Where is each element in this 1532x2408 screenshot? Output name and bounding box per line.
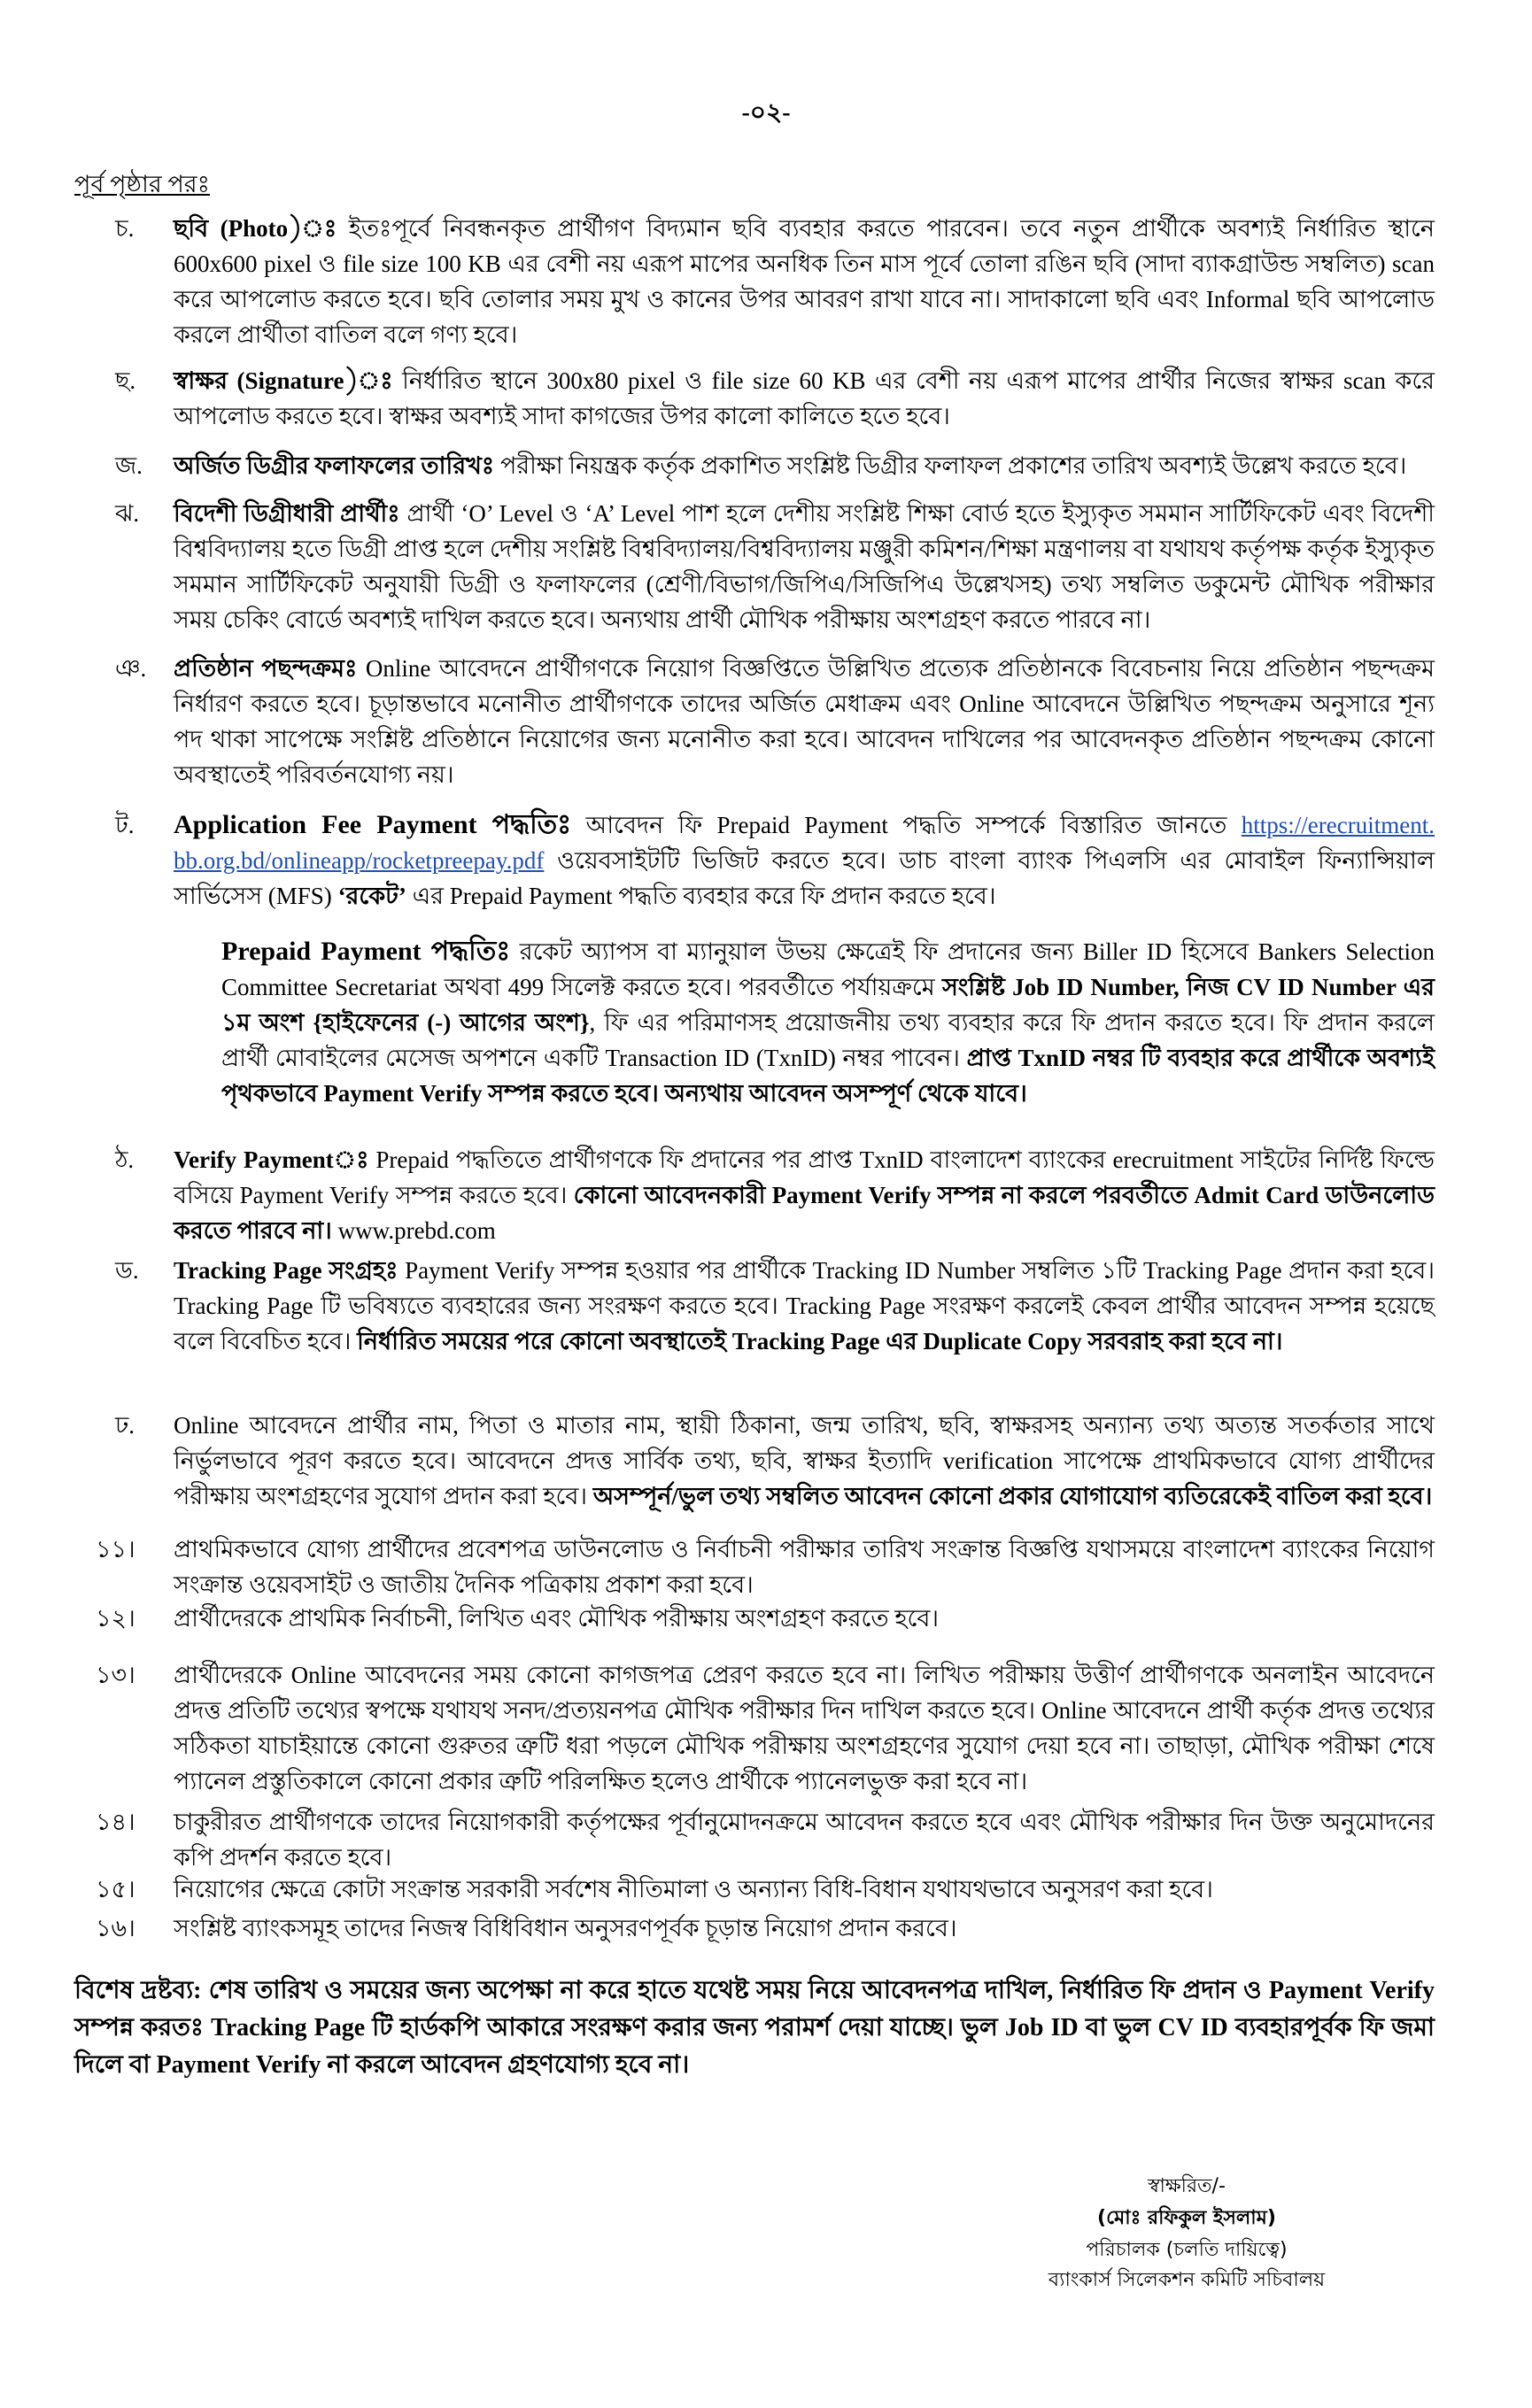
- numbered-item-13: [96, 1657, 1435, 1799]
- item-marker: ঢ.: [115, 1412, 135, 1439]
- prepaid-text: , ফি এর পরিমাণসহ প্রয়োজনীয় তথ্য ব্যবহার করে ফি প্রদান করতে হবে। ফি প্রদান করলে প্রার্থী মোবাইলের মেসেজ অপশনে একটি Transaction ID (TxnID) নম্বর পাবেন।: [221, 1009, 1435, 1071]
- item-institution-preference: [115, 651, 1435, 792]
- item-title: Tracking Page সংগ্রহঃ: [174, 1257, 398, 1284]
- numbered-item-11: [96, 1532, 1435, 1602]
- item-marker: ঝ.: [115, 500, 140, 527]
- item-text: এর Prepaid Payment পদ্ধতি ব্যবহার করে ফি প্রদান করতে হবে।: [412, 883, 996, 909]
- item-text: প্রার্থী ‘O’ Level ও ‘A’ Level পাশ হলে দেশীয় সংশ্লিষ্ট শিক্ষা বোর্ড হতে ইস্যুকৃত সমমান সার্টিফিকেট এবং বিদেশী বিশ্ববিদ্যালয় হতে ডিগ্রী প্রাপ্ত হলে দেশীয় সংশ্লিষ্ট বিশ্ববিদ্যালয়/বিশ্ববিদ্যালয় মঞ্জুরী কমিশন/শিক্ষা মন্ত্রণালয় বা যথাযথ কর্তৃপক্ষ কর্তৃক ইস্যুকৃত সমমান সার্টিফিকেট অনুযায়ী ডিগ্রী ও ফলাফলের (শ্রেণী/বিভাগ/জিপিএ/সিজিপিএ উল্লেখসহ) তথ্য সম্বলিত ডকুমেন্ট মৌখিক পরীক্ষার সময় চেকিং বোর্ডে অবশ্যই দাখিল করতে হবে। অন্যথায় প্রার্থী মৌখিক পরীক্ষায় অংশগ্রহণ করতে পারবে না।: [174, 500, 1435, 633]
- item-signature: [115, 363, 1435, 434]
- item-text: পরীক্ষা নিয়ন্ত্রক কর্তৃক প্রকাশিত সংশ্লিষ্ট ডিগ্রীর ফলাফল প্রকাশের তারিখ অবশ্যই উল্লেখ করতে হবে।: [499, 452, 1407, 479]
- item-marker: ১৩।: [96, 1662, 135, 1688]
- item-text: সংশ্লিষ্ট ব্যাংকসমূহ তাদের নিজস্ব বিধিবিধান অনুসরণপূর্বক চূড়ান্ত নিয়োগ প্রদান করবে।: [174, 1915, 957, 1941]
- item-marker: ১৬।: [96, 1915, 135, 1941]
- item-marker: ছ.: [115, 367, 136, 394]
- item-bold: নির্ধারিত সময়ের পরে কোনো অবস্থাতেই Tracking Page এর Duplicate Copy সরবরাহ করা হবে না।: [357, 1328, 1283, 1354]
- item-tail: www.prebd.com: [331, 1217, 496, 1244]
- prepaid-payment-block: [221, 934, 1435, 1111]
- rocket-label: ‘রকেট’: [337, 883, 406, 909]
- signature-name: (মোঃ রফিকুল ইসলাম): [1097, 2207, 1276, 2229]
- numbered-item-12: [96, 1601, 1435, 1636]
- item-degree-result-date: [115, 448, 1435, 483]
- item-verify-payment: [115, 1142, 1435, 1248]
- item-text: প্রার্থীদেরকে Online আবেদনের সময় কোনো কাগজপত্র প্রেরণ করতে হবে না। লিখিত পরীক্ষায় উত্তীর্ণ প্রার্থীগণকে অনলাইন আবেদনে প্রদত্ত প্রতিটি তথ্যের স্বপক্ষে যথাযথ সনদ/প্রত্যয়নপত্র মৌখিক পরীক্ষার দিন দাখিল করতে হবে। Online আবেদনে প্রার্থী কর্তৃক প্রদত্ত তথ্যের সঠিকতা যাচাইয়ান্তে কোনো গুরুতর ত্রুটি ধরা পড়লে মৌখিক পরীক্ষায় অংশগ্রহণের সুযোগ দেয়া হবে না। তাছাড়া, মৌখিক পরীক্ষা শেষে প্যানেল প্রস্তুতিকালে কোনো প্রকার ত্রুটি পরিলক্ষিত হলেও প্রার্থীকে প্যানেলভুক্ত করা হবে না।: [174, 1662, 1435, 1794]
- numbered-item-16: [96, 1910, 1435, 1946]
- item-bold: কোনো আবেদনকারী Payment Verify সম্পন্ন না করলে পরবর্তীতে Admit Card ডাউনলোড করতে পারবে না।: [174, 1182, 1435, 1244]
- item-title: প্রতিষ্ঠান পছন্দক্রমঃ: [174, 655, 358, 682]
- rocket-prepay-link[interactable]: https://erecruitment. bb.org.bd/onlineapp/rocketpreepay.pdf: [174, 812, 1435, 874]
- item-marker: চ.: [115, 215, 135, 242]
- item-title: বিদেশী ডিগ্রীধারী প্রার্থীঃ: [174, 500, 400, 527]
- item-tracking-page: [115, 1253, 1435, 1359]
- prepaid-bold: সংশ্লিষ্ট Job ID Number, নিজ CV ID Number এর ১ম অংশ {হাইফেনের (-) আগের অংশ}: [221, 974, 1435, 1036]
- item-online-application: [115, 1408, 1435, 1514]
- item-photo: [115, 211, 1435, 352]
- item-marker: ১৫।: [96, 1876, 135, 1902]
- item-title: Application Fee Payment পদ্ধতিঃ: [174, 810, 572, 839]
- item-marker: ১৪।: [96, 1809, 135, 1835]
- prepaid-text: রকেট অ্যাপস বা ম্যানুয়াল উভয় ক্ষেত্রেই ফি প্রদানের জন্য Biller ID হিসেবে Bankers Selection Committee Secretariat অথবা 499 সিলেক্ট করতে হবে। পরবর্তীতে পর্যায়ক্রমে: [221, 938, 1435, 1000]
- item-text: নিয়োগের ক্ষেত্রে কোটা সংক্রান্ত সরকারী সর্বশেষ নীতিমালা ও অন্যান্য বিধি-বিধান যথাযথভাবে অনুসরণ করা হবে।: [174, 1876, 1213, 1902]
- item-text: Online আবেদনে প্রার্থীগণকে নিয়োগ বিজ্ঞপ্তিতে উল্লিখিত প্রত্যেক প্রতিষ্ঠানকে বিবেচনায় নিয়ে প্রতিষ্ঠান পছন্দক্রম নির্ধারণ করতে হবে। চূড়ান্তভাবে মনোনীত প্রার্থীগণকে তাদের অর্জিত মেধাক্রম এবং Online আবেদনে উল্লিখিত পছন্দক্রম অনুসারে শূন্য পদ থাকা সাপেক্ষে সংশ্লিষ্ট প্রতিষ্ঠানে নিয়োগের জন্য মনোনীত করা হবে। আবেদন দাখিলের পর আবেদনকৃত প্রতিষ্ঠান পছন্দক্রম কোনো অবস্থাতেই পরিবর্তনযোগ্য নয়।: [174, 655, 1435, 788]
- page-number: -০২-: [741, 99, 791, 127]
- item-text: চাকুরীরত প্রার্থীগণকে তাদের নিয়োগকারী কর্তৃপক্ষের পূর্বানুমোদনক্রমে আবেদন করতে হবে এবং মৌখিক পরীক্ষার দিন উক্ত অনুমোদনের কপি প্রদর্শন করতে হবে।: [174, 1809, 1435, 1871]
- signature-signed: স্বাক্ষরিত/-: [1148, 2175, 1226, 2197]
- item-foreign-degree: [115, 496, 1435, 637]
- item-title: অর্জিত ডিগ্রীর ফলাফলের তারিখঃ: [174, 452, 495, 479]
- special-note: বিশেষ দ্রষ্টব্য: শেষ তারিখ ও সময়ের জন্য অপেক্ষা না করে হাতে যথেষ্ট সময় নিয়ে আবেদনপত্র দাখিল, নির্ধারিত ফি প্রদান ও Payment Verify সম্পন্ন করতঃ Tracking Page টি হার্ডকপি আকারে সংরক্ষণ করার জন্য পরামর্শ দেয়া যাচ্ছে। ভুল Job ID বা ভুল CV ID ব্যবহারপূর্বক ফি জমা দিলে বা Payment Verify না করলে আবেদন গ্রহণযোগ্য হবে না।: [74, 1977, 1435, 2079]
- item-text: Online আবেদনে প্রার্থীর নাম, পিতা ও মাতার নাম, স্থায়ী ঠিকানা, জন্ম তারিখ, ছবি, স্বাক্ষরসহ অন্যান্য তথ্য অত্যন্ত সতর্কতার সাথে নির্ভুলভাবে পূরণ করতে হবে। আবেদনে প্রদত্ত সার্বিক তথ্য, ছবি, স্বাক্ষর ইত্যাদি verification সাপেক্ষে প্রাথমিকভাবে যোগ্য প্রার্থীদের পরীক্ষায় অংশগ্রহণের সুযোগ প্রদান করা হবে।: [174, 1412, 1435, 1509]
- prepaid-title: Prepaid Payment পদ্ধতিঃ: [221, 937, 511, 966]
- numbered-item-14: [96, 1804, 1435, 1875]
- item-marker: ১২।: [96, 1605, 135, 1632]
- item-text: আবেদন ফি Prepaid Payment পদ্ধতি সম্পর্কে বিস্তারিত জানতে: [585, 812, 1227, 838]
- item-title: Verify Paymentঃ: [174, 1146, 369, 1173]
- item-text: ওয়েবসাইটটি ভিজিট করতে হবে। ডাচ বাংলা ব্যাংক পিএলসি এর মোবাইল ফিন্যান্সিয়াল সার্ভিসেস (MFS): [174, 847, 1435, 909]
- item-marker: জ.: [115, 452, 143, 479]
- item-marker: ড.: [115, 1257, 139, 1284]
- item-marker: ঞ.: [115, 655, 147, 682]
- continued-label: পূর্ব পৃষ্ঠার পরঃ: [74, 171, 211, 197]
- item-text: Payment Verify সম্পন্ন হওয়ার পর প্রার্থীকে Tracking ID Number সম্বলিত ১টি Tracking Page প্রদান করা হবে। Tracking Page টি ভবিষ্যতে ব্যবহারের জন্য সংরক্ষণ করতে হবে। Tracking Page সংরক্ষণ করলেই কেবল প্রার্থীর আবেদন সম্পন্ন হয়েছে বলে বিবেচিত হবে।: [174, 1257, 1435, 1354]
- numbered-item-15: [96, 1872, 1435, 1907]
- item-bold: অসম্পূর্ন/ভুল তথ্য সম্বলিত আবেদন কোনো প্রকার যোগাযোগ ব্যতিরেকেই বাতিল করা হবে।: [592, 1483, 1433, 1509]
- item-text: ইতঃপূর্বে নিবন্ধনকৃত প্রার্থীগণ বিদ্যমান ছবি ব্যবহার করতে পারবেন। তবে নতুন প্রার্থীকে অবশ্যই নির্ধারিত স্থানে 600x600 pixel ও file size 100 KB এর বেশী নয় এরূপ মাপের অনধিক তিন মাস পূর্বে তোলা রঙিন ছবি (সাদা ব্যাকগ্রাউন্ড সম্বলিত) scan করে আপলোড করতে হবে। ছবি তোলার সময় মুখ ও কানের উপর আবরণ রাখা যাবে না। সাদাকালো ছবি এবং Informal ছবি আপলোড করলে প্রার্থীতা বাতিল বলে গণ্য হবে।: [174, 215, 1435, 348]
- signature-office: ব্যাংকার্স সিলেকশন কমিটি সচিবালয়: [1048, 2269, 1326, 2291]
- item-text: প্রাথমিকভাবে যোগ্য প্রার্থীদের প্রবেশপত্র ডাউনলোড ও নির্বাচনী পরীক্ষার তারিখ সংক্রান্ত বিজ্ঞপ্তি যথাসময়ে বাংলাদেশ ব্যাংকের নিয়োগ সংক্রান্ত ওয়েবসাইট ও জাতীয় দৈনিক পত্রিকায় প্রকাশ করা হবে।: [174, 1536, 1435, 1598]
- item-marker: ঠ.: [115, 1146, 135, 1173]
- item-marker: ট.: [115, 812, 135, 838]
- item-text: প্রার্থীদেরকে প্রাথমিক নির্বাচনী, লিখিত এবং মৌখিক পরীক্ষায় অংশগ্রহণ করতে হবে।: [174, 1605, 940, 1632]
- item-title: ছবি (Photo)ঃ: [174, 215, 337, 242]
- item-application-fee: [115, 807, 1435, 914]
- item-title: স্বাক্ষর (Signature)ঃ: [174, 367, 393, 394]
- item-text: নির্ধারিত স্থানে 300x80 pixel ও file size 60 KB এর বেশী নয় এরূপ মাপের প্রার্থীর নিজের স্বাক্ষর scan করে আপলোড করতে হবে। স্বাক্ষর অবশ্যই সাদা কাগজের উপর কালো কালিতে হতে হবে।: [174, 367, 1435, 429]
- item-marker: ১১।: [96, 1536, 135, 1563]
- signature-designation: পরিচালক (চলতি দায়িত্বে): [1086, 2239, 1288, 2261]
- item-text: Prepaid পদ্ধতিতে প্রার্থীগণকে ফি প্রদানের পর প্রাপ্ত TxnID বাংলাদেশ ব্যাংকের erecruitment সাইটের নির্দিষ্ট ফিল্ডে বসিয়ে Payment Verify সম্পন্ন করতে হবে।: [174, 1146, 1435, 1208]
- prepaid-bold: প্রাপ্ত TxnID নম্বর টি ব্যবহার করে প্রার্থীকে অবশ্যই পৃথকভাবে Payment Verify সম্পন্ন করতে হবে। অন্যথায় আবেদন অসম্পূর্ণ থেকে যাবে।: [221, 1045, 1435, 1107]
